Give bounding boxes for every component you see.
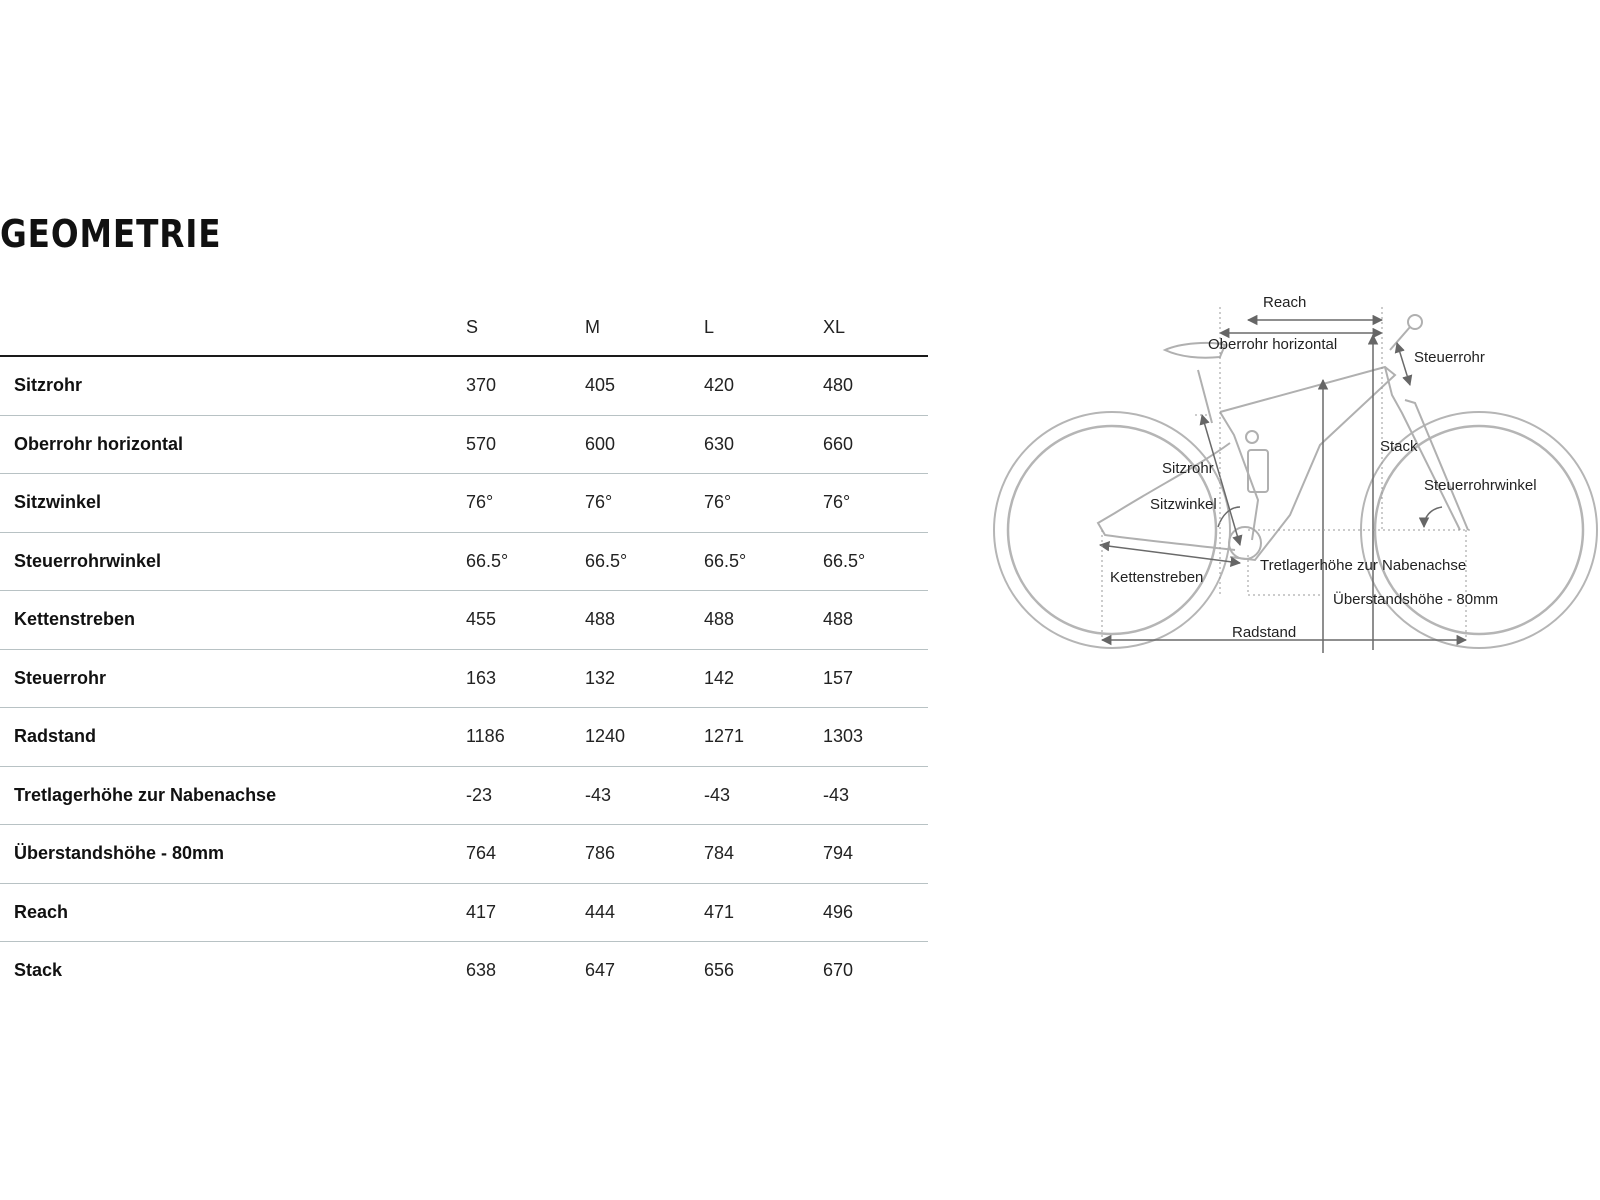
row-label-steuerrohrwinkel: Steuerrohrwinkel: [0, 532, 466, 591]
cell-value: 786: [585, 825, 704, 884]
cell-value: 157: [823, 649, 928, 708]
row-label-sitzwinkel: Sitzwinkel: [0, 474, 466, 533]
diagram-label-stack: Stack: [1380, 438, 1418, 455]
cell-value: 370: [466, 356, 585, 415]
cell-value: 496: [823, 883, 928, 942]
cell-value: 488: [585, 591, 704, 650]
diagram-label-sitzwinkel: Sitzwinkel: [1150, 496, 1217, 513]
diagram-label-kettenstreben: Kettenstreben: [1110, 569, 1204, 586]
cell-value: 647: [585, 960, 616, 981]
cell-value: 784: [704, 825, 823, 884]
size-header-xl: XL: [823, 300, 928, 356]
cell-value: 670: [823, 960, 854, 981]
cell-value: 163: [466, 649, 585, 708]
cell-value: 600: [585, 415, 704, 474]
table-header-row: [0, 300, 928, 356]
page-title: GEOMETRIE: [0, 212, 222, 256]
cell-value: 455: [466, 591, 585, 650]
cell-value: 630: [704, 415, 823, 474]
diagram-label-radstand: Radstand: [1232, 624, 1297, 641]
cell-value: 1240: [585, 708, 704, 767]
table-row: [0, 591, 928, 650]
cell-value: 66.5°: [466, 532, 585, 591]
table-row: [0, 415, 928, 474]
cell-value: 1303: [823, 708, 928, 767]
table-row: [0, 825, 928, 884]
table-row: [0, 708, 928, 767]
table-row: [0, 532, 928, 591]
cell-value: 764: [466, 825, 585, 884]
cell-value: 488: [823, 591, 928, 650]
size-header-s: S: [466, 300, 585, 356]
cell-value: 132: [585, 649, 704, 708]
cell-value: 66.5°: [823, 532, 928, 591]
cell-value: 488: [704, 591, 823, 650]
table-row: [0, 883, 928, 942]
row-label-steuerrohr: Steuerrohr: [0, 649, 466, 708]
cell-value: -43: [704, 766, 823, 825]
cell-value: 656: [704, 960, 735, 981]
cell-value: 76°: [585, 474, 704, 533]
table-row: [0, 356, 928, 415]
diagram-label-steuerrohr: Steuerrohr: [1414, 349, 1485, 366]
diagram-label-oberrohr: Oberrohr horizontal: [1208, 336, 1338, 353]
cell-value: 66.5°: [585, 532, 704, 591]
diagram-label-tretlager: Tretlagerhöhe zur Nabenachse: [1260, 557, 1467, 574]
bike-geometry-diagram: [990, 295, 1600, 675]
table-row: [0, 649, 928, 708]
row-label-ueberstandshoehe: Überstandshöhe - 80mm: [0, 825, 466, 884]
table-row: [0, 766, 928, 825]
cell-value: 417: [466, 883, 585, 942]
size-header-l: L: [704, 300, 823, 356]
cell-value: 1271: [704, 708, 823, 767]
row-label-reach: Reach: [0, 883, 466, 942]
cell-value: 660: [823, 415, 928, 474]
rear-wheel: [994, 412, 1230, 648]
cell-value: 794: [823, 825, 928, 884]
cell-value: 142: [704, 649, 823, 708]
row-label-sitzrohr: Sitzrohr: [0, 356, 466, 415]
cell-value: 66.5°: [704, 532, 823, 591]
row-label-kettenstreben: Kettenstreben: [0, 591, 466, 650]
cell-value: 76°: [704, 474, 823, 533]
cell-value: 480: [823, 356, 928, 415]
cell-value: 444: [585, 883, 704, 942]
table-row: [0, 474, 928, 533]
row-label-stack: Stack: [14, 960, 63, 981]
cell-value: 1186: [466, 708, 585, 767]
cell-value: 405: [585, 356, 704, 415]
cell-value: 638: [466, 960, 497, 981]
cell-value: 570: [466, 415, 585, 474]
geometry-table: [0, 300, 928, 1000]
header-blank: [0, 300, 466, 356]
size-header-m: M: [585, 300, 704, 356]
cell-value: -43: [585, 766, 704, 825]
cell-value: 471: [704, 883, 823, 942]
row-label-oberrohr: Oberrohr horizontal: [0, 415, 466, 474]
cell-value: -43: [823, 766, 928, 825]
row-label-radstand: Radstand: [0, 708, 466, 767]
row-label-tretlagerhoehe: Tretlagerhöhe zur Nabenachse: [0, 766, 466, 825]
cell-value: -23: [466, 766, 585, 825]
table-row: [0, 942, 928, 1000]
diagram-label-steuerrohrwinkel: Steuerrohrwinkel: [1424, 477, 1537, 494]
diagram-label-ueberstand: Überstandshöhe - 80mm: [1333, 591, 1499, 608]
cell-value: 76°: [823, 474, 928, 533]
diagram-label-sitzrohr: Sitzrohr: [1162, 460, 1214, 477]
cell-value: 420: [704, 356, 823, 415]
diagram-label-reach: Reach: [1263, 295, 1307, 311]
cell-value: 76°: [466, 474, 585, 533]
